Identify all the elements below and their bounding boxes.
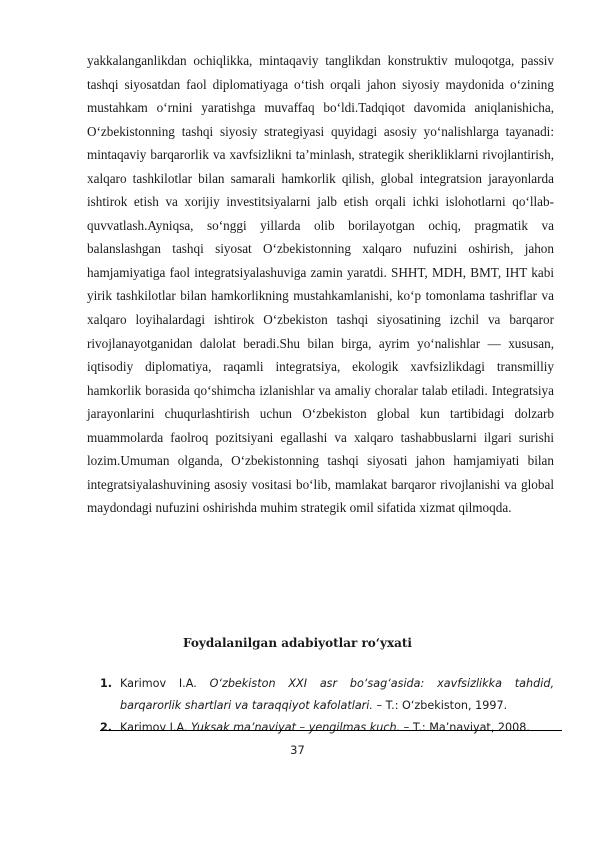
footer-divider (100, 730, 562, 731)
page-number: 37 (290, 743, 305, 757)
reference-number: 2. (100, 721, 113, 734)
reference-author: Karimov I.A. (120, 677, 197, 690)
reference-item (100, 717, 554, 739)
reference-number: 1. (100, 677, 113, 690)
references-title: Foydalanilgan adabiyotlar ro‘yxati (182, 636, 412, 650)
reference-item (100, 673, 554, 717)
reference-author: Karimov I.A. (120, 721, 192, 734)
reference-title-continued: barqarorlik shartlari va taraqqiyot kafolatlari. (120, 699, 373, 712)
reference-title: O‘zbekiston XXI asr bo‘sag‘asida: xavfsizlikka tahdid, (209, 677, 554, 690)
conclusion-paragraph: yakkalanganlikdan ochiqlikka, mintaqaviy tanglikdan konstruktiv muloqotga, passiv tashqi siyosatdan faol diplomatiyaga o‘tish orqali jahon siyosiy maydonida o‘zining mustahkam o‘rnini yaratishga muvaffaq bo‘ldi.Tadqiqot davomida aniqlanishicha, O‘zbekistonning tashqi siyosiy strategiyasi quyidagi asosiy yo‘nalishlarga tayanadi: mintaqaviy barqarorlik va xavfsizlikni ta’minlash, strategik sherikliklarni rivojlantirish, xalqaro tashkilotlar bilan samarali hamkorlik qilish, global integratsion jarayonlarda ishtirok etish va xorijiy investitsiyalarni jalb etish orqali ichki islohotlarni qo‘llab-quvvatlash.Ayniqsa, so‘nggi yillarda olib borilayotgan ochiq, pragmatik va balanslashgan tashqi siyosat O‘zbekistonning xalqaro nufuzini oshirish, jahon hamjamiyatiga faol integratsiyalashuviga zamin yaratdi. SHHT, MDH, BMT, IHT kabi yirik tashkilotlar bilan hamkorlikning mustahkamlanishi, ko‘p tomonlama tashriflar va xalqaro loyihalardagi ishtirok O‘zbekiston tashqi siyosatining izchil va barqaror rivojlanayotganidan dalolat beradi.Shu bilan birga, ayrim yo‘nalishlar — xususan, iqtisodiy diplomatiya, raqamli integratsiya, ekologik xavfsizlikdagi transmilliy hamkorlik borasida qo‘shimcha izlanishlar va amaliy choralar talab etiladi. Integratsiya jarayonlarini chuqurlashtirish uchun O‘zbekiston global kun tartibidagi dolzarb muammolarda faolroq pozitsiyani egallashi va xalqaro tashabbuslarni ilgari surishi lozim.Umuman olganda, O‘zbekistonning tashqi siyosati jahon hamjamiyati bilan integratsiyalashuvining asosiy vositasi bo‘lib, mamlakat barqaror rivojlanishi va global maydondagi nufuzini oshirishda muhim strategik omil sifatida xizmat qilmoqda. (87, 53, 554, 516)
reference-line (120, 673, 554, 695)
reference-publisher: – T.: Ma’naviyat, 2008. (400, 721, 530, 734)
reference-title: Yuksak ma’naviyat – yengilmas kuch. (191, 721, 401, 734)
reference-publisher: – T.: O‘zbekiston, 1997. (372, 699, 508, 712)
